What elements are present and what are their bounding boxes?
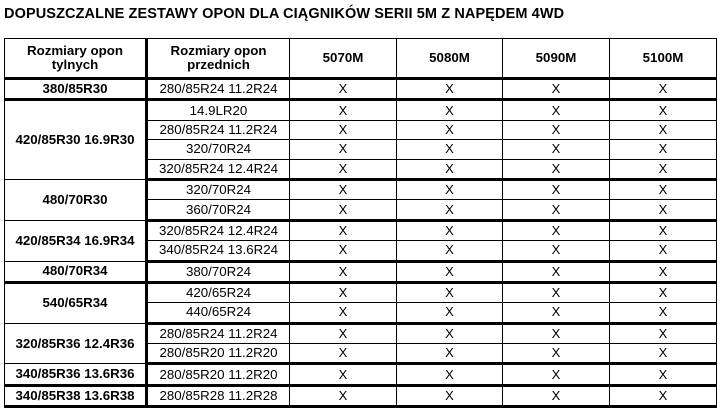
compatibility-mark: X <box>503 179 610 199</box>
front-tire-size: 320/85R24 12.4R24 <box>147 159 290 179</box>
compatibility-mark: X <box>290 282 397 302</box>
compatibility-mark: X <box>610 200 717 220</box>
compatibility-mark: X <box>290 220 397 240</box>
header-model: 5090M <box>503 39 610 79</box>
compatibility-mark: X <box>397 220 503 240</box>
compatibility-mark: X <box>610 282 717 302</box>
header-model: 5070M <box>290 39 397 79</box>
header-model: 5100M <box>610 39 717 79</box>
table-row <box>5 100 717 120</box>
compatibility-mark: X <box>503 364 610 385</box>
table-row <box>5 323 717 343</box>
table-header <box>5 39 717 79</box>
compatibility-mark: X <box>397 385 503 406</box>
compatibility-mark: X <box>290 159 397 179</box>
compatibility-mark: X <box>503 100 610 120</box>
compatibility-mark: X <box>290 79 397 100</box>
front-tire-size: 380/70R24 <box>147 261 290 282</box>
compatibility-mark: X <box>503 385 610 406</box>
front-tire-size: 340/85R24 13.6R24 <box>147 241 290 261</box>
compatibility-mark: X <box>610 159 717 179</box>
front-tire-size: 360/70R24 <box>147 200 290 220</box>
compatibility-mark: X <box>397 364 503 385</box>
compatibility-mark: X <box>610 220 717 240</box>
front-tire-size: 440/65R24 <box>147 303 290 323</box>
compatibility-mark: X <box>610 364 717 385</box>
front-tire-size: 320/85R24 12.4R24 <box>147 220 290 240</box>
compatibility-mark: X <box>503 159 610 179</box>
compatibility-mark: X <box>610 79 717 100</box>
compatibility-mark: X <box>610 179 717 199</box>
compatibility-mark: X <box>290 385 397 406</box>
compatibility-mark: X <box>397 100 503 120</box>
compatibility-mark: X <box>397 261 503 282</box>
table-row <box>5 364 717 385</box>
compatibility-mark: X <box>397 303 503 323</box>
compatibility-mark: X <box>290 303 397 323</box>
compatibility-mark: X <box>503 79 610 100</box>
page-title: DOPUSZCZALNE ZESTAWY OPON DLA CIĄGNIKÓW SERII 5M Z NAPĘDEM 4WD <box>4 6 565 22</box>
header-rear-label: Rozmiary opon tylnych <box>26 43 124 72</box>
compatibility-mark: X <box>503 323 610 343</box>
compatibility-mark: X <box>290 241 397 261</box>
compatibility-mark: X <box>290 344 397 364</box>
rear-tire-size: 420/85R30 16.9R30 <box>5 100 147 180</box>
compatibility-mark: X <box>397 241 503 261</box>
header-front-label: Rozmiary opon przednich <box>170 43 267 72</box>
rear-tire-size: 540/65R34 <box>5 282 147 323</box>
table-row <box>5 261 717 282</box>
table-row <box>5 220 717 240</box>
compatibility-mark: X <box>503 303 610 323</box>
compatibility-mark: X <box>290 120 397 139</box>
compatibility-mark: X <box>610 303 717 323</box>
compatibility-mark: X <box>397 200 503 220</box>
compatibility-mark: X <box>290 100 397 120</box>
rear-tire-size: 340/85R36 13.6R36 <box>5 364 147 385</box>
header-row <box>5 39 717 79</box>
compatibility-mark: X <box>290 323 397 343</box>
compatibility-mark: X <box>290 179 397 199</box>
compatibility-mark: X <box>503 200 610 220</box>
compatibility-mark: X <box>397 344 503 364</box>
compatibility-mark: X <box>610 120 717 139</box>
compatibility-mark: X <box>503 220 610 240</box>
compatibility-mark: X <box>610 140 717 159</box>
table-row <box>5 79 717 100</box>
compatibility-mark: X <box>397 282 503 302</box>
compatibility-mark: X <box>503 344 610 364</box>
compatibility-mark: X <box>397 179 503 199</box>
compatibility-mark: X <box>610 344 717 364</box>
front-tire-size: 280/85R20 11.2R20 <box>147 344 290 364</box>
compatibility-mark: X <box>397 140 503 159</box>
front-tire-size: 14.9LR20 <box>147 100 290 120</box>
rear-tire-size: 380/85R30 <box>5 79 147 100</box>
compatibility-mark: X <box>397 120 503 139</box>
compatibility-mark: X <box>290 140 397 159</box>
header-rear-tires <box>5 39 147 79</box>
front-tire-size: 320/70R24 <box>147 179 290 199</box>
compatibility-mark: X <box>503 261 610 282</box>
compatibility-mark: X <box>397 323 503 343</box>
compatibility-mark: X <box>610 385 717 406</box>
compatibility-mark: X <box>610 241 717 261</box>
compatibility-mark: X <box>503 241 610 261</box>
compatibility-mark: X <box>290 364 397 385</box>
front-tire-size: 280/85R24 11.2R24 <box>147 120 290 139</box>
rear-tire-size: 420/85R34 16.9R34 <box>5 220 147 261</box>
header-front-tires <box>147 39 290 79</box>
compatibility-mark: X <box>397 79 503 100</box>
front-tire-size: 420/65R24 <box>147 282 290 302</box>
compatibility-mark: X <box>503 282 610 302</box>
compatibility-mark: X <box>503 140 610 159</box>
front-tire-size: 280/85R28 11.2R28 <box>147 385 290 406</box>
compatibility-mark: X <box>397 159 503 179</box>
tire-compatibility-table <box>4 38 717 408</box>
front-tire-size: 280/85R24 11.2R24 <box>147 323 290 343</box>
rear-tire-size: 320/85R36 12.4R36 <box>5 323 147 364</box>
table-body <box>5 79 717 407</box>
table-row <box>5 179 717 199</box>
compatibility-mark: X <box>610 100 717 120</box>
compatibility-mark: X <box>610 261 717 282</box>
rear-tire-size: 480/70R34 <box>5 261 147 282</box>
table-row <box>5 282 717 302</box>
front-tire-size: 280/85R20 11.2R20 <box>147 364 290 385</box>
compatibility-mark: X <box>610 323 717 343</box>
compatibility-mark: X <box>290 200 397 220</box>
table-row <box>5 385 717 406</box>
compatibility-mark: X <box>503 120 610 139</box>
front-tire-size: 280/85R24 11.2R24 <box>147 79 290 100</box>
front-tire-size: 320/70R24 <box>147 140 290 159</box>
header-model: 5080M <box>397 39 503 79</box>
compatibility-mark: X <box>290 261 397 282</box>
rear-tire-size: 480/70R30 <box>5 179 147 220</box>
rear-tire-size: 340/85R38 13.6R38 <box>5 385 147 406</box>
